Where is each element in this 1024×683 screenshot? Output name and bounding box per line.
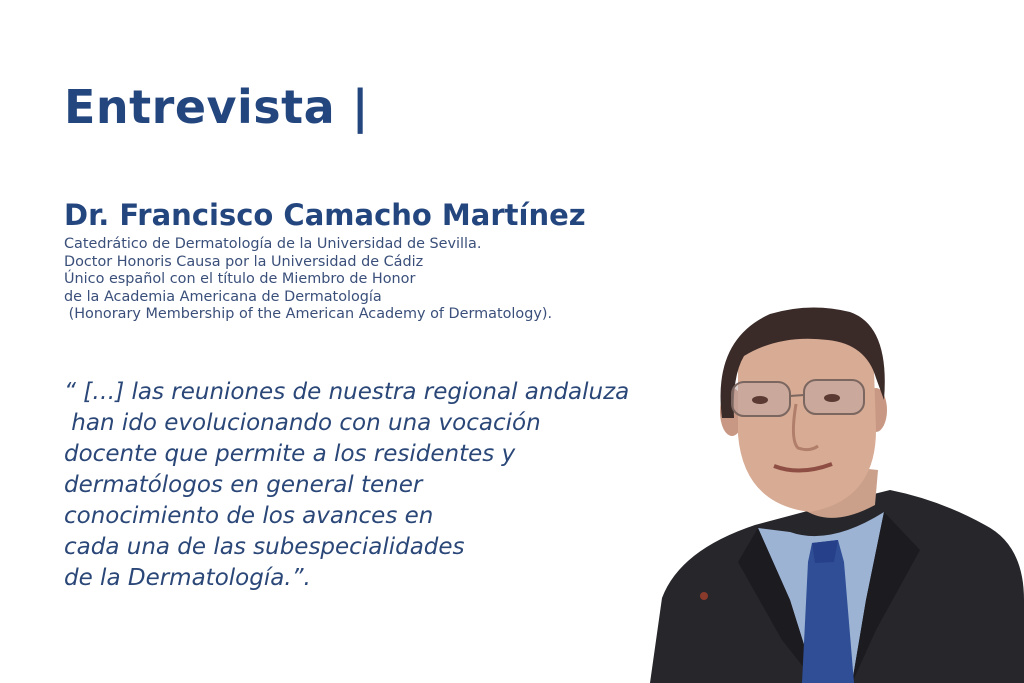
person-portrait-icon	[640, 300, 1024, 683]
person-name: Dr. Francisco Camacho Martínez	[64, 198, 586, 232]
bio-line: Doctor Honoris Causa por la Universidad de Cádiz	[64, 253, 424, 270]
bio-line: (Honorary Membership of the American Academy of Dermatology).	[64, 306, 553, 323]
interview-quote	[64, 377, 629, 594]
quote-line: “ […] las reuniones de nuestra regional andaluza	[64, 379, 630, 405]
quote-line: dermatólogos en general tener	[64, 472, 423, 498]
page-title: Entrevista |	[64, 80, 370, 134]
quote-line: docente que permite a los residentes y	[64, 441, 516, 467]
bio-line: Único español con el título de Miembro de Honor	[64, 271, 416, 288]
bio-line: de la Academia Americana de Dermatología	[64, 288, 382, 305]
bio-line: Catedrático de Dermatología de la Universidad de Sevilla.	[64, 236, 482, 252]
person-bio	[64, 236, 552, 324]
quote-line: conocimiento de los avances en	[64, 503, 434, 529]
quote-line: de la Dermatología.”.	[64, 565, 311, 591]
quote-line: cada una de las subespecialidades	[64, 534, 465, 560]
quote-line: han ido evolucionando con una vocación	[64, 410, 541, 436]
